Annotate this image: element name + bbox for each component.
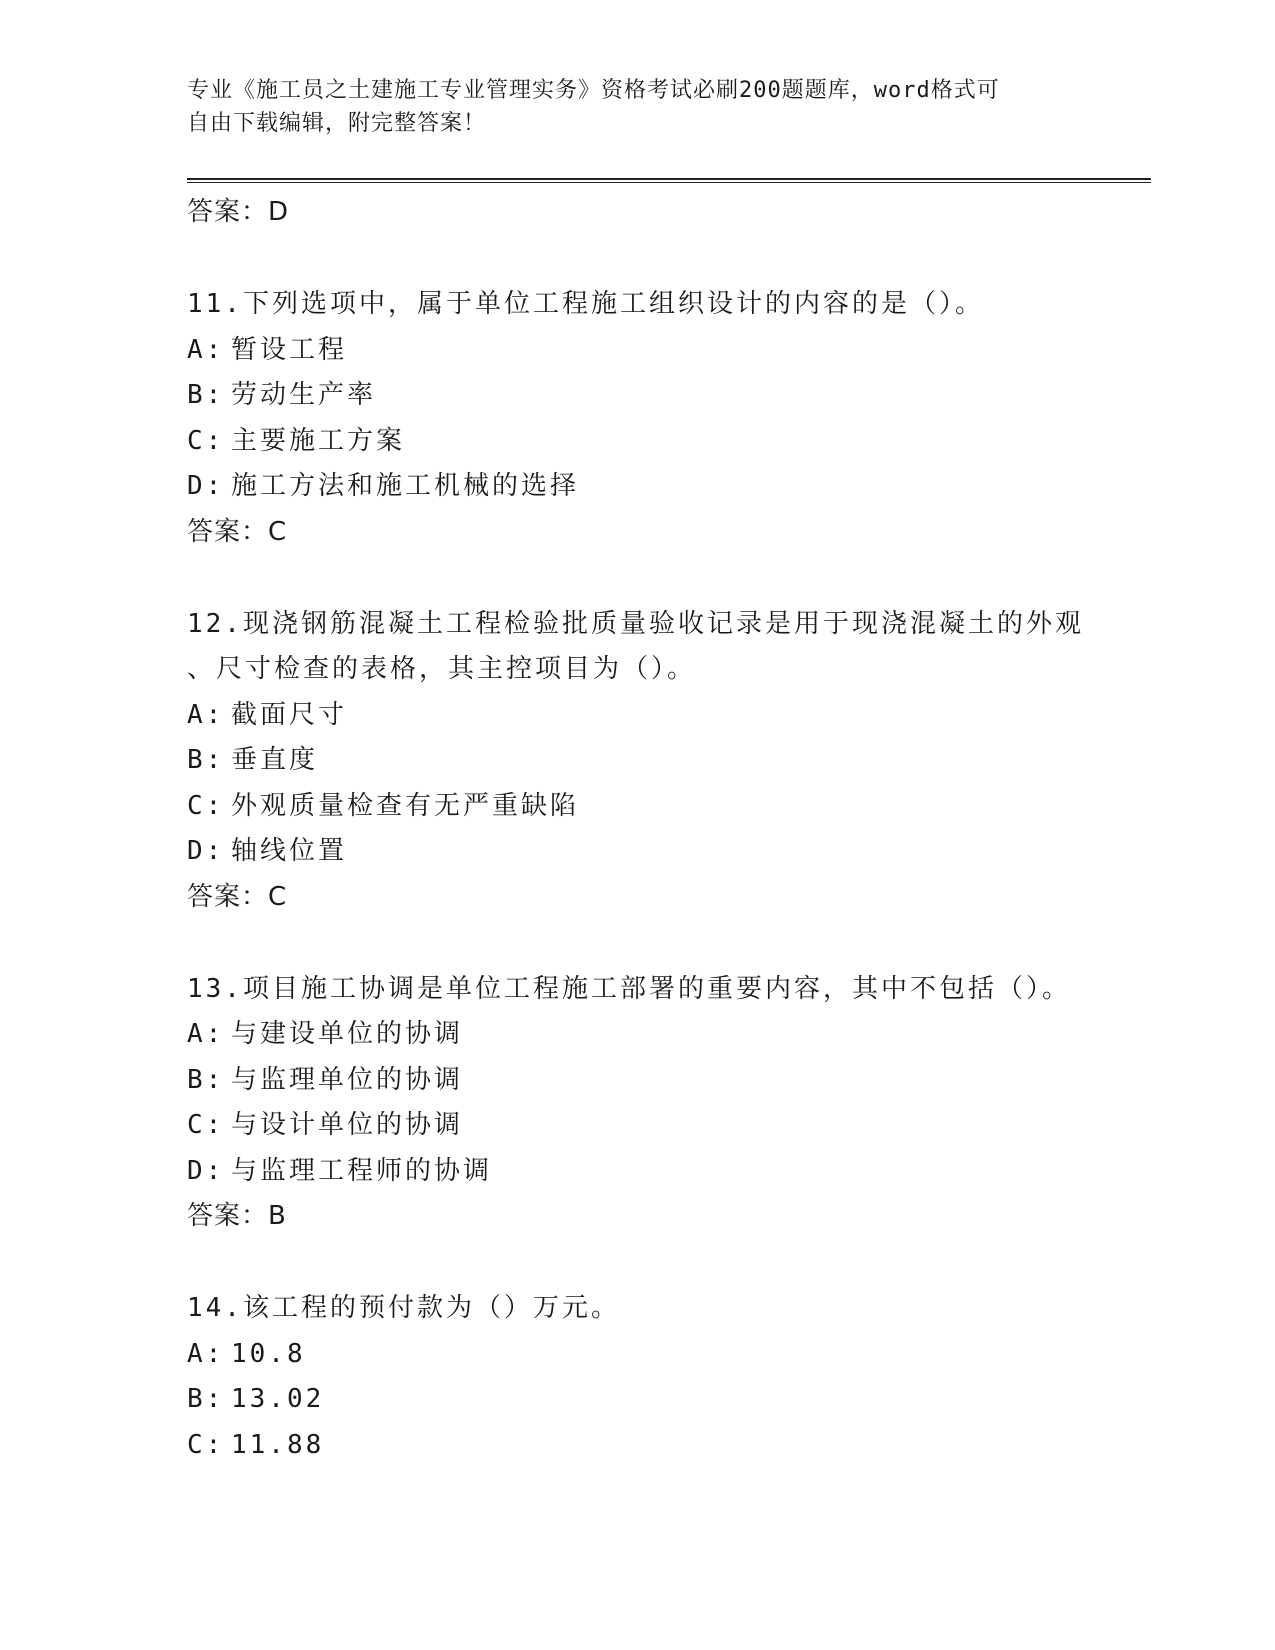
option-text: 13.02 [231, 1384, 325, 1414]
question-12 [187, 602, 1087, 920]
question-text-line-2: 、尺寸检查的表格，其主控项目为（）。 [187, 654, 697, 684]
option-letter: B: [187, 1064, 225, 1095]
question-text: 13.项目施工协调是单位工程施工部署的重要内容，其中不包括（）。 [187, 973, 1071, 1004]
option-letter: A: [187, 1019, 225, 1049]
option-letter: D: [187, 1155, 225, 1186]
option-b [187, 1377, 1087, 1423]
question-list [187, 190, 1087, 1468]
answer-line: 答案：C [187, 516, 288, 547]
header-line-1: 专业《施工员之土建施工专业管理实务》资格考试必刷200题题库，word格式可 [187, 78, 1000, 103]
question-text: 14.该工程的预付款为（）万元。 [187, 1293, 620, 1323]
option-letter: D: [187, 836, 225, 866]
option-a [187, 1012, 1087, 1058]
answer-line: 答案：B [187, 1201, 287, 1231]
question-14 [187, 1286, 1087, 1468]
question-text: 11.下列选项中，属于单位工程施工组织设计的内容的是（）。 [187, 289, 984, 319]
option-letter: C: [187, 790, 225, 821]
option-text: 施工方法和施工机械的选择 [231, 471, 580, 501]
option-text: 外观质量检查有无严重缺陷 [231, 790, 580, 821]
option-b [187, 373, 1087, 419]
option-letter: C: [187, 425, 225, 456]
option-letter: D: [187, 471, 225, 501]
option-d [187, 1149, 1087, 1195]
option-d [187, 829, 1087, 875]
option-b [187, 738, 1087, 784]
option-c [187, 784, 1087, 830]
option-a [187, 1332, 1087, 1378]
document-header [187, 74, 1087, 140]
option-letter: A: [187, 699, 225, 730]
option-c [187, 419, 1087, 465]
option-letter: B: [187, 745, 225, 775]
question-text-line-1: 12.现浇钢筋混凝土工程检验批质量验收记录是用于现浇混凝土的外观 [187, 608, 1084, 639]
header-divider [187, 178, 1151, 183]
question-11 [187, 282, 1087, 555]
option-letter: C: [187, 1110, 225, 1140]
option-a [187, 328, 1087, 374]
option-d [187, 464, 1087, 510]
option-text: 暂设工程 [231, 334, 348, 365]
option-text: 与监理单位的协调 [231, 1064, 464, 1095]
answer-line: 答案：D [187, 197, 290, 227]
option-text: 与建设单位的协调 [231, 1019, 464, 1049]
option-c [187, 1103, 1087, 1149]
option-text: 10.8 [231, 1338, 306, 1369]
option-text: 主要施工方案 [231, 425, 406, 456]
option-letter: A: [187, 334, 225, 365]
option-text: 轴线位置 [231, 836, 348, 866]
question-13 [187, 967, 1087, 1240]
option-letter: B: [187, 380, 225, 410]
option-a [187, 693, 1087, 739]
option-text: 垂直度 [231, 745, 319, 775]
option-b [187, 1058, 1087, 1104]
option-letter: B: [187, 1384, 225, 1414]
option-c [187, 1423, 1087, 1469]
option-text: 与监理工程师的协调 [231, 1155, 493, 1186]
answer-line: 答案：C [187, 881, 288, 912]
option-text: 劳动生产率 [231, 380, 377, 410]
header-line-2: 自由下载编辑，附完整答案！ [187, 111, 487, 136]
option-letter: A: [187, 1338, 225, 1369]
option-letter: C: [187, 1429, 225, 1460]
option-text: 与设计单位的协调 [231, 1110, 464, 1140]
option-text: 11.88 [231, 1429, 325, 1460]
option-text: 截面尺寸 [231, 699, 348, 730]
